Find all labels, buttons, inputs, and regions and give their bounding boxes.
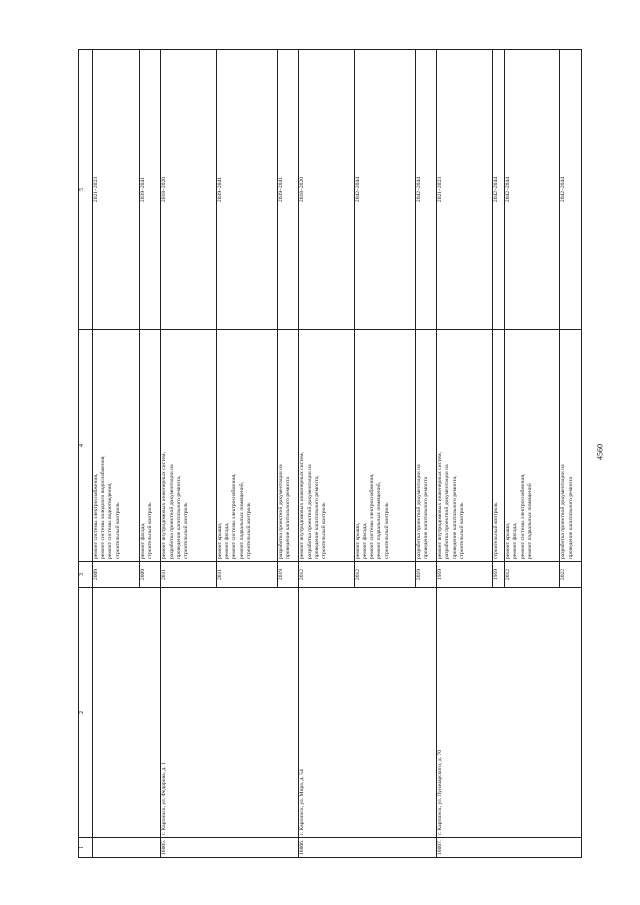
works-cell bbox=[560, 330, 582, 562]
table-row bbox=[92, 50, 139, 858]
year-cell: 2012 bbox=[299, 562, 354, 588]
address-cell: г. Карпинск, ул. Федорова, д. 1 bbox=[161, 588, 299, 838]
year-cell: 1959 bbox=[492, 562, 504, 588]
period-cell: 2018–2020 bbox=[161, 50, 216, 330]
period-cell: 2042–2044 bbox=[415, 50, 437, 330]
works-cell bbox=[492, 330, 504, 562]
work-line: ремонт системы электроснабжения, bbox=[231, 473, 238, 559]
works-cell bbox=[504, 330, 559, 562]
work-line: ремонт фасада, bbox=[139, 522, 146, 559]
work-line: строительный контроль bbox=[245, 502, 252, 559]
work-line: проведение капитального ремонта, bbox=[175, 475, 182, 559]
row-number-cell: 16007. bbox=[437, 838, 582, 858]
work-line: разработка проектной документации на bbox=[415, 464, 422, 559]
work-line: строительный контроль bbox=[458, 502, 465, 559]
repair-schedule-table bbox=[78, 49, 582, 858]
table-header-row bbox=[79, 50, 93, 858]
header-cell-4: 4 bbox=[79, 330, 93, 562]
work-line: ремонт фасада, bbox=[361, 522, 368, 559]
work-line: ремонт крыши, bbox=[216, 522, 223, 559]
work-line: проведение капитального ремонта bbox=[285, 477, 292, 559]
work-line: ремонт системы холодного водоснабжения, bbox=[100, 455, 107, 559]
year-cell: 2022 bbox=[560, 562, 582, 588]
work-line: проведение капитального ремонта bbox=[567, 477, 574, 559]
table-row bbox=[299, 50, 354, 858]
header-cell-5: 5 bbox=[79, 50, 93, 330]
row-number-cell bbox=[92, 838, 161, 858]
work-line: разработка проектной документации на bbox=[168, 464, 175, 559]
header-cell-1: 1 bbox=[79, 838, 93, 858]
work-line: строительный контроль bbox=[492, 502, 499, 559]
work-line: ремонт системы электроснабжения, bbox=[369, 473, 376, 559]
table-row bbox=[161, 50, 216, 858]
address-cell: г. Карпинск, ул. Мира, д. 54 bbox=[299, 588, 437, 838]
period-cell: 2042–2044 bbox=[354, 50, 415, 330]
work-line: ремонт внутридомовых инженерных систем, bbox=[437, 452, 444, 559]
table-row bbox=[437, 50, 492, 858]
work-line: ремонт фасада, bbox=[224, 522, 231, 559]
work-line: ремонт внутридомовых инженерных систем, bbox=[161, 452, 168, 559]
works-cell bbox=[299, 330, 354, 562]
works-cell bbox=[161, 330, 216, 562]
header-cell-3: 3 bbox=[79, 562, 93, 588]
year-cell: 2019 bbox=[415, 562, 437, 588]
work-line: проведение капитального ремонта, bbox=[313, 475, 320, 559]
period-cell: 2021–2023 bbox=[437, 50, 492, 330]
page-number: 4560 bbox=[595, 444, 605, 460]
year-cell: 2011 bbox=[216, 562, 277, 588]
work-line: разработка проектной документации на bbox=[444, 464, 451, 559]
year-cell: 2012 bbox=[354, 562, 415, 588]
works-cell bbox=[354, 330, 415, 562]
works-cell bbox=[139, 330, 161, 562]
work-line: разработка проектной документации на bbox=[277, 464, 284, 559]
year-cell: 2019 bbox=[277, 562, 299, 588]
year-cell: 2012 bbox=[504, 562, 559, 588]
work-line: строительный контроль bbox=[147, 502, 154, 559]
work-line: ремонт подвальных помещений, bbox=[238, 481, 245, 559]
period-cell: 2042–2044 bbox=[492, 50, 504, 330]
works-cell bbox=[437, 330, 492, 562]
work-line: строительный контроль bbox=[114, 502, 121, 559]
address-cell: г. Карпинск, ул. Луначарского, д. 70 bbox=[437, 588, 582, 838]
work-line: ремонт крыши, bbox=[504, 522, 511, 559]
year-cell: 1959 bbox=[437, 562, 492, 588]
work-line: ремонт внутридомовых инженерных систем, bbox=[299, 452, 306, 559]
work-line: ремонт крыши, bbox=[354, 522, 361, 559]
header-cell-2: 2 bbox=[79, 588, 93, 838]
works-cell bbox=[277, 330, 299, 562]
row-number-cell: 16006. bbox=[299, 838, 437, 858]
work-line: ремонт подвальных помещений bbox=[526, 483, 533, 559]
work-line: проведение капитального ремонта bbox=[422, 477, 429, 559]
works-cell bbox=[415, 330, 437, 562]
work-line: ремонт подвальных помещений, bbox=[376, 481, 383, 559]
year-cell: 2009 bbox=[139, 562, 161, 588]
address-cell bbox=[92, 588, 161, 838]
work-line: строительный контроль bbox=[321, 502, 328, 559]
work-line: ремонт системы водоотведения, bbox=[107, 482, 114, 559]
period-cell: 2039–2041 bbox=[216, 50, 277, 330]
period-cell: 2042–2044 bbox=[560, 50, 582, 330]
work-line: строительный контроль bbox=[383, 502, 390, 559]
year-cell: 2009 bbox=[92, 562, 139, 588]
works-cell bbox=[216, 330, 277, 562]
work-line: разработка проектной документации на bbox=[306, 464, 313, 559]
period-cell: 2042–2044 bbox=[504, 50, 559, 330]
work-line: проведение капитального ремонта, bbox=[451, 475, 458, 559]
period-cell: 2039–2041 bbox=[277, 50, 299, 330]
rotated-table-wrapper bbox=[78, 50, 582, 858]
work-line: строительный контроль bbox=[183, 502, 190, 559]
work-line: ремонт системы электроснабжения, bbox=[92, 473, 99, 559]
period-cell: 2039–2041 bbox=[139, 50, 161, 330]
work-line: ремонт системы электроснабжения, bbox=[519, 473, 526, 559]
work-line: разработка проектной документации на bbox=[560, 464, 567, 559]
year-cell: 2011 bbox=[161, 562, 216, 588]
works-cell bbox=[92, 330, 139, 562]
period-cell: 2021–2023 bbox=[92, 50, 139, 330]
row-number-cell: 16005. bbox=[161, 838, 299, 858]
work-line: ремонт фасада, bbox=[512, 522, 519, 559]
period-cell: 2018–2020 bbox=[299, 50, 354, 330]
